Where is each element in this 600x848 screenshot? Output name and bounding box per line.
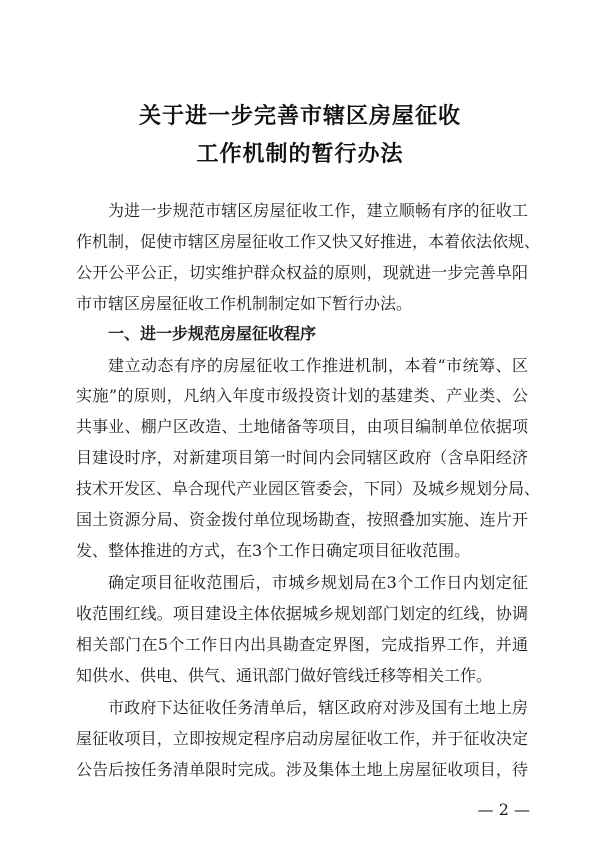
paragraph-line: 共事业、棚户区改造、土地储备等项目，由项目编制单位依据项: [76, 417, 528, 436]
section-heading: 一、进一步规范房屋征收程序: [108, 324, 317, 343]
paragraph-line: 相关部门在5个工作日内出具勘查定界图，完成指界工作，并通: [76, 635, 528, 654]
document-title-line-2: 工作机制的暂行办法: [196, 142, 404, 167]
paragraph-line: 国土资源分局、资金拨付单位现场勘查，按照叠加实施、连片开: [76, 510, 528, 529]
paragraph-line: 实施”的原则，凡纳入年度市级投资计划的基建类、产业类、公: [76, 386, 528, 405]
paragraph-line: 公告后按任务清单限时完成。涉及集体土地上房屋征收项目，待: [76, 760, 528, 779]
intro-line: 市市辖区房屋征收工作机制制定如下暂行办法。: [76, 294, 413, 313]
paragraph-line: 目建设时序，对新建项目第一时间内会同辖区政府（含阜阳经济: [76, 448, 528, 467]
intro-line: 为进一步规范市辖区房屋征收工作，建立顺畅有序的征收工: [108, 201, 528, 220]
paragraph-line: 收范围红线。项目建设主体依据城乡规划部门划定的红线，协调: [76, 604, 528, 623]
intro-line: 作机制，促使市辖区房屋征收工作又快又好推进，本着依法依规、: [76, 232, 541, 251]
paragraph-line: 确定项目征收范围后，市城乡规划局在3个工作日内划定征: [108, 573, 528, 592]
paragraph-line: 发、整体推进的方式，在3个工作日确定项目征收范围。: [76, 541, 471, 560]
document-title-line-1: 关于进一步完善市辖区房屋征收: [138, 104, 461, 129]
intro-line: 公开公平公正，切实维护群众权益的原则，现就进一步完善阜阳: [76, 263, 528, 282]
paragraph-line: 技术开发区、阜合现代产业园区管委会，下同）及城乡规划分局、: [76, 479, 541, 498]
paragraph-line: 市政府下达征收任务清单后，辖区政府对涉及国有土地上房: [108, 698, 528, 717]
paragraph-line: 建立动态有序的房屋征收工作推进机制，本着“市统筹、区: [108, 356, 528, 375]
paragraph-line: 屋征收项目，立即按规定程序启动房屋征收工作，并于征收决定: [76, 729, 528, 748]
page-number: — 2 —: [477, 800, 530, 819]
paragraph-line: 知供水、供电、供气、通讯部门做好管线迁移等相关工作。: [76, 666, 493, 685]
